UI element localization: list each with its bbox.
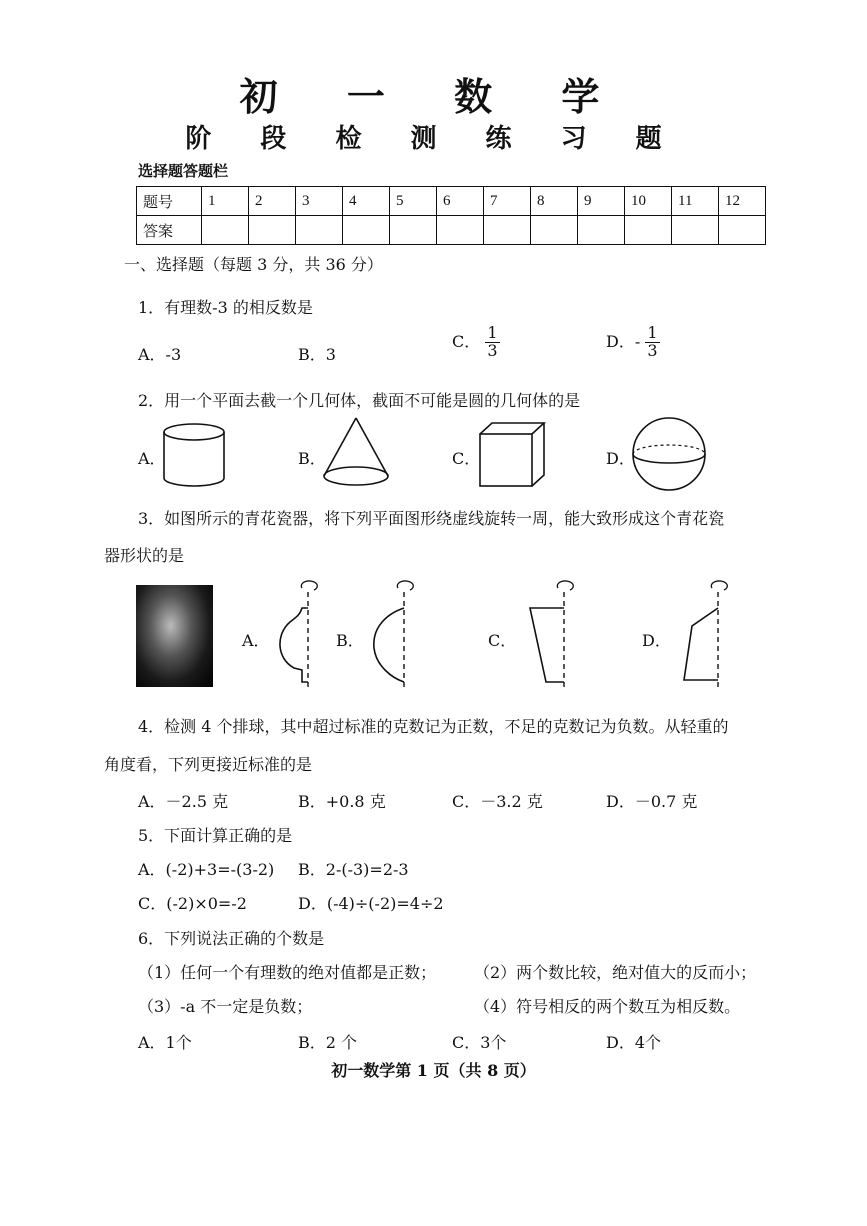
page-title: 初 一 数 学 [239, 74, 628, 119]
table-row [137, 187, 766, 216]
q5-option-a: A．(-2)+3=-(3-2) [138, 860, 275, 879]
q1-option-d [606, 325, 660, 360]
table-cell: 11 [672, 187, 719, 216]
porcelain-photo [136, 585, 213, 687]
row-label-answer: 答案 [137, 216, 202, 245]
profile-curve-a-figure [274, 578, 324, 694]
table-cell: 6 [437, 187, 484, 216]
question-5-stem: 5．下面计算正确的是 [138, 826, 293, 845]
answer-cell[interactable] [484, 216, 531, 245]
q6-statement-4: （4）符号相反的两个数互为相反数。 [474, 997, 741, 1016]
q6-statement-3: （3）-a 不一定是负数； [138, 997, 313, 1016]
section-heading: 一、选择题（每题 3 分，共 36 分） [124, 255, 383, 274]
fraction [645, 325, 659, 360]
q3-option-c: C． [488, 631, 517, 650]
q6-statement-1: （1）任何一个有理数的绝对值都是正数； [138, 963, 437, 982]
q6-option-c: C．3个 [452, 1033, 507, 1052]
q3-option-a: A． [242, 631, 270, 650]
q6-option-b: B．2 个 [298, 1033, 358, 1052]
answer-cell[interactable] [296, 216, 343, 245]
q3-option-b: B． [336, 631, 364, 650]
row-label-number: 题号 [137, 187, 202, 216]
page-footer: 初一数学第 1 页（共 8 页） [331, 1061, 536, 1080]
q2-option-a: A． [138, 449, 166, 468]
q3-option-d: D． [642, 631, 671, 650]
fraction [485, 325, 499, 360]
q5-option-c: C．(-2)×0=-2 [138, 894, 247, 913]
answer-table [136, 186, 766, 245]
q2-option-c: C． [452, 449, 481, 468]
numerator: 1 [647, 323, 658, 342]
q1-option-b: B．3 [298, 345, 336, 364]
answer-cell[interactable] [202, 216, 249, 245]
q5-option-b: B．2-(-3)=2-3 [298, 860, 409, 879]
answer-table-caption: 选择题答题栏 [138, 162, 229, 180]
answer-cell[interactable] [249, 216, 296, 245]
denominator: 3 [487, 340, 498, 360]
table-cell: 4 [343, 187, 390, 216]
q2-option-b: B． [298, 449, 326, 468]
question-3-stem-line1: 3．如图所示的青花瓷器，将下列平面图形绕虚线旋转一周，能大致形成这个青花瓷 [138, 509, 725, 528]
answer-cell[interactable] [625, 216, 672, 245]
cone-figure [316, 414, 396, 492]
profile-trapezoid-d-figure [676, 578, 736, 694]
numerator: 1 [487, 323, 498, 342]
q5-option-d: D．(-4)÷(-2)=4÷2 [298, 894, 444, 913]
question-6-stem: 6．下列说法正确的个数是 [138, 929, 325, 948]
q4-option-b: B．+0.8 克 [298, 792, 386, 811]
denominator: 3 [647, 340, 658, 360]
q6-option-a: A．1个 [138, 1033, 192, 1052]
sphere-figure [628, 414, 710, 494]
table-cell: 2 [249, 187, 296, 216]
q6-statement-2: （2）两个数比较，绝对值大的反而小； [474, 963, 757, 982]
profile-trapezoid-c-figure [520, 578, 580, 694]
question-4-stem-line2: 角度看，下列更接近标准的是 [104, 755, 313, 774]
table-cell: 1 [202, 187, 249, 216]
answer-cell[interactable] [531, 216, 578, 245]
q1-option-d-label: D．- [606, 331, 641, 351]
table-cell: 9 [578, 187, 625, 216]
q1-option-c-label: C． [452, 331, 481, 351]
table-cell: 5 [390, 187, 437, 216]
q4-option-a: A．－2.5 克 [138, 792, 229, 811]
question-2-stem: 2．用一个平面去截一个几何体，截面不可能是圆的几何体的是 [138, 391, 581, 410]
table-cell: 7 [484, 187, 531, 216]
q4-option-d: D．－0.7 克 [606, 792, 698, 811]
q6-option-d: D．4个 [606, 1033, 662, 1052]
table-cell: 8 [531, 187, 578, 216]
cylinder-figure [158, 420, 234, 492]
question-1-stem: 1．有理数-3 的相反数是 [138, 298, 313, 317]
q1-option-c [452, 325, 500, 360]
answer-cell[interactable] [672, 216, 719, 245]
cube-figure [476, 420, 548, 490]
answer-cell[interactable] [719, 216, 766, 245]
q2-option-d: D． [606, 449, 635, 468]
q1-option-a: A．-3 [138, 345, 182, 364]
answer-cell[interactable] [437, 216, 484, 245]
answer-cell[interactable] [578, 216, 625, 245]
table-row [137, 216, 766, 245]
q4-option-c: C．－3.2 克 [452, 792, 543, 811]
answer-cell[interactable] [343, 216, 390, 245]
table-cell: 12 [719, 187, 766, 216]
table-cell: 3 [296, 187, 343, 216]
profile-curve-b-figure [368, 578, 418, 694]
table-cell: 10 [625, 187, 672, 216]
question-4-stem-line1: 4．检测 4 个排球，其中超过标准的克数记为正数，不足的克数记为负数。从轻重的 [138, 717, 729, 736]
page-subtitle: 阶 段 检 测 练 习 题 [185, 124, 682, 154]
question-3-stem-line2: 器形状的是 [104, 546, 185, 565]
answer-cell[interactable] [390, 216, 437, 245]
